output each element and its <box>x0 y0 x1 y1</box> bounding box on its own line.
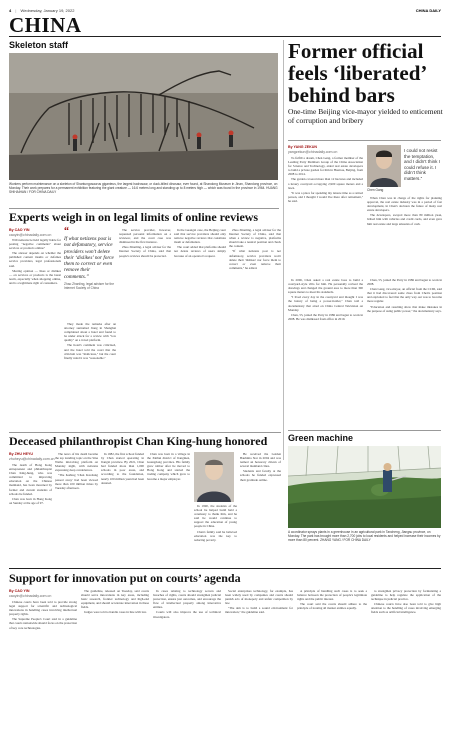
experts-top-rule <box>9 208 279 209</box>
obit-col-2: The news of his death became the top trending topic on the Sina Weibo microblog platform on Monday night, with netizens expressing deep condolences. "The hashtag 'Chan Kai-hung passed away' had been viewed more than 100 million times by Tuesday afternoon. <box>55 452 98 490</box>
support-author: By CAO YIN <box>9 589 30 593</box>
obit-col-1: The death of Hong Kong entrepreneur and philanthropist Chan King-hung, who was committed to improving education on the Chinese mainland, has been mourned by former and current students of schools he funded. Chan was born in Hong Kong on Sunday at the age of 97. <box>9 463 52 505</box>
obit-headline: Deceased philanthropist Chan King-hung honored <box>9 434 268 448</box>
support-headline: Support for innovation put on courts’ agenda <box>9 571 241 585</box>
skeleton-caption: Workers perform maintenance on a skeleton of Shantungosaurus giganteus, the largest hadrosaur, or duck-billed dinosaur, ever found, at Shandong Museum in Jinan, Shandong province, on Monday. Their work prepares for a permanent exhibition featuring the giant creature — 16.6 meters long and standing up to 8 meters high — which was found in the province in 1964. HUANG SHIHAIHAN / FOR CHINA DAILY <box>9 182 278 194</box>
support-byline <box>9 589 77 598</box>
obit-author: By ZHU HEYU <box>9 452 33 456</box>
feature-headline: Former official feels ‘liberated’ behind bars <box>288 39 426 107</box>
support-col-5: A principle of handling such cases is to seek a balance between the protection of people's legitimate rights and the public interest. The court said the courts should adhere to the principle of treating all market entities equally. <box>297 589 367 611</box>
feature-subhead-rule <box>288 140 441 141</box>
obit-byline <box>9 452 55 461</box>
feature-col-4: Chen, 55, joined the Party in 1986 and began to work in 2008. Chen Gang, vice-mayor, an official from the CCDI, said that it had discovered some clues from Chen's position and exploited to feel that the only way out was to become more regular. "Education and resulting show that make mistakes in the purpose of using public power," the documentary says. <box>367 278 442 313</box>
brand-name: CHINA DAILY <box>415 8 441 13</box>
feature-col-2: In 2006, Chen asked a real estate boss to build a courtyard-style villa for him. He personally revised the drawings and changed the ground area to more than 300 square meters to meet his standards. "I lived every day in the courtyard and thought I was the luxury of being a power-holder," Chen told a documentary that aired on China Central Television on Monday. Chen, 55, joined the Party in 1986 and began to work in 2008. He was dismissed from office in 2019. <box>288 278 363 321</box>
support-col-3: In cases relating to technology secrets and breaches of rights, courts should strengthen judicial protection, ensure just outcomes, and encourage the flow of intellectual property among innovative entities. Courts will also improve the use of technical investigators. <box>153 589 221 619</box>
page-number: 4 <box>9 8 12 13</box>
feature-byline <box>288 145 363 154</box>
obit-col-5: In 1990, the students of the school he helped build held a ceremony to thank him, and he said he would continue to support the education of young people in China. Chan's family said he believed education was the key to reducing poverty. <box>194 504 237 542</box>
experts-quote-block <box>64 228 116 290</box>
experts-col-1: Will netizens be held legally liable for posting "negative comments" about services or products online? The answer depends on whether the published content insults or defames service providers, legal professionals said. Sharing opinion — likes or dislikes — on services or products is the latest norm, especially when shopping online, and is a legitimate right of consumers. <box>9 238 61 285</box>
header-rule <box>9 36 441 37</box>
dinosaur-photo <box>9 53 278 180</box>
section-title: CHINA <box>9 13 82 37</box>
experts-col-4: In the Guangxi case, the Beijing court said that service providers should only remove negative reviews that constitute insult or defamation. The court added that platforms should not delete reviews of users simply because of an operator's request. <box>174 228 226 258</box>
support-col-4: Social enterprises technology, for example, has been widely used by companies and courts should punish acts of monopoly and unfair competition by law. "The aim is to build a sound environment for innovation," the guideline said. <box>225 589 293 615</box>
green-top-rule <box>288 430 441 431</box>
support-col-2: The guideline, released on Tuesday, said courts should serve innovations in key areas, including basic research, frontier technology and high-end equipment, and should accelerate innovation in these fields. Judges were told to handle cases in line with law. <box>81 589 149 615</box>
experts-quote: If what netizens post is not defamatory, service providers won’t delete their ‘dislikes’ nor force them to correct or even remove their comments.” <box>64 236 114 280</box>
experts-headline: Experts weigh in on legal limits of online reviews <box>9 210 259 224</box>
support-top-rule <box>9 568 441 569</box>
issue-date: Wednesday, January 19, 2022 <box>20 8 75 13</box>
obit-top-rule <box>9 432 281 433</box>
obit-col-3: In 1982, the first school funded by Chan started operating in Jiangxi province. By 2021, Chan had funded more than 1,000 schools in poor areas, and according to the foundation, nearly 100 million yuan had been donated. <box>101 452 144 485</box>
experts-quote-attr: Zhao Zhanling, legal adviser for the Internet Society of China <box>64 282 114 291</box>
experts-byline <box>9 228 59 237</box>
support-col-6: to strengthen privacy protection by formulating a guideline to help regulate the application of the technique in judicial practice. Chinese courts have also been told to give high attention to the handling of cases involving emerging fields such as artificial intelligence. <box>371 589 441 615</box>
experts-col-3: The service provider, however, requested personal information on a reviewer, and the court case was dismissed in the first instance. Zhao Zhanling, a legal adviser for the Internet Society of China, said that people's reviews should be protected. <box>119 228 171 258</box>
obit-author-email: zhuheyu@chinadaily.com.cn <box>9 456 55 461</box>
feature-subhead: One-time Beijing vice-mayor yielded to enticement of corruption and bribery <box>288 107 443 126</box>
experts-col-2: They made the remarks after an attorney surnamed Jiang in Shanghai complained about a hotel and found to be under attack for a review with "low quality" on a travel platform. The hotel's comment was criticized, and the hotel told the court that the criticism was "malicious," but the court finally ruled it was "reasonable." <box>64 322 116 360</box>
feature-author: By YANG ZEKUN <box>288 145 317 149</box>
feature-author-email: yangzekun@chinadaily.com.cn <box>288 149 338 154</box>
experts-col-5: Zhao Zhanling, a legal adviser for the Internet Society of China, said that when a review is negative, platforms should take a neutral position and check the content. "If what netizens post is not defamatory, service providers won't delete their 'dislikes' nor force them to correct or even remove their comments," he added. <box>229 228 281 270</box>
obit-col-4: Chan was born in a village in the Xinhui district of Jiangmen, Guangdong province. His family grew rubber after he moved to Hong Kong and started the trading company which grew to become a major employer. <box>147 452 190 481</box>
quote-mark-icon: “ <box>64 226 69 237</box>
support-author-email: caoyin@chinadaily.com.cn <box>9 593 52 598</box>
greenhouse-photo <box>288 446 441 528</box>
chan-king-hung-photo <box>194 452 234 502</box>
green-caption: A coordinator sprays plants in a greenhouse in an agricultural park in Tancheng, Jiangsu province, on Monday. The park has brought more than 2,700 jobs to local residents and helped increase their incomes by more than 80 percent. ZHANG YANG / FOR CHINA DAILY <box>288 530 441 542</box>
header-sep: | <box>15 8 17 13</box>
feature-quote: I could not resist the temptation, and I didn’t think I could refuse it. I didn’t think matters.” <box>404 148 441 181</box>
skeleton-kicker: Skeleton staff <box>9 40 69 50</box>
feature-divider <box>283 40 284 460</box>
feature-col-3: When Chen was in charge of the rights for planning approval, the real estate industry was in a period of fast development, in Chen's decision the future of many real estate developers. The developers, swayed more than 80 million yuan, bribed him with vehicles and credit cards, and even gave him real estate and large amounts of cash. <box>367 196 442 226</box>
experts-author: By CAO YIN <box>9 228 30 232</box>
experts-author-email: caoyin@chinadaily.com.cn <box>9 232 52 237</box>
support-col-1: Chinese courts have been told to provide strong legal support for scientific and technological innovations in handling cases involving intellectual property rights. The Supreme People's Court said in a guideline that courts nationwide should focus on the protection of key core technologies. <box>9 600 77 630</box>
green-kicker: Green machine <box>288 433 354 443</box>
chen-gang-photo-name: Chen Gang <box>367 188 384 192</box>
chen-gang-photo <box>367 145 401 187</box>
feature-col-1: To fulfill a dream, Chen Gang, a former member of the Leading Party Members Group of the China Association for Science and Technology, aided real estate developers to build a private garden for him in Huairou, Beijing, from 2008 to 2014. The garden covered more than 12 hectares and included a luxury courtyard occupying 2,900 square meters and a lawn. "It was a place for spending my leisure time as a retired person, and I thought I would live there after retirement," he said. <box>288 156 363 203</box>
obit-col-6: He received the Golden Bauhinia Star in 2004 and was named an honorary citizen of several mainland cities. Students and faculty at the schools he funded expressed their gratitude online. <box>240 452 281 482</box>
